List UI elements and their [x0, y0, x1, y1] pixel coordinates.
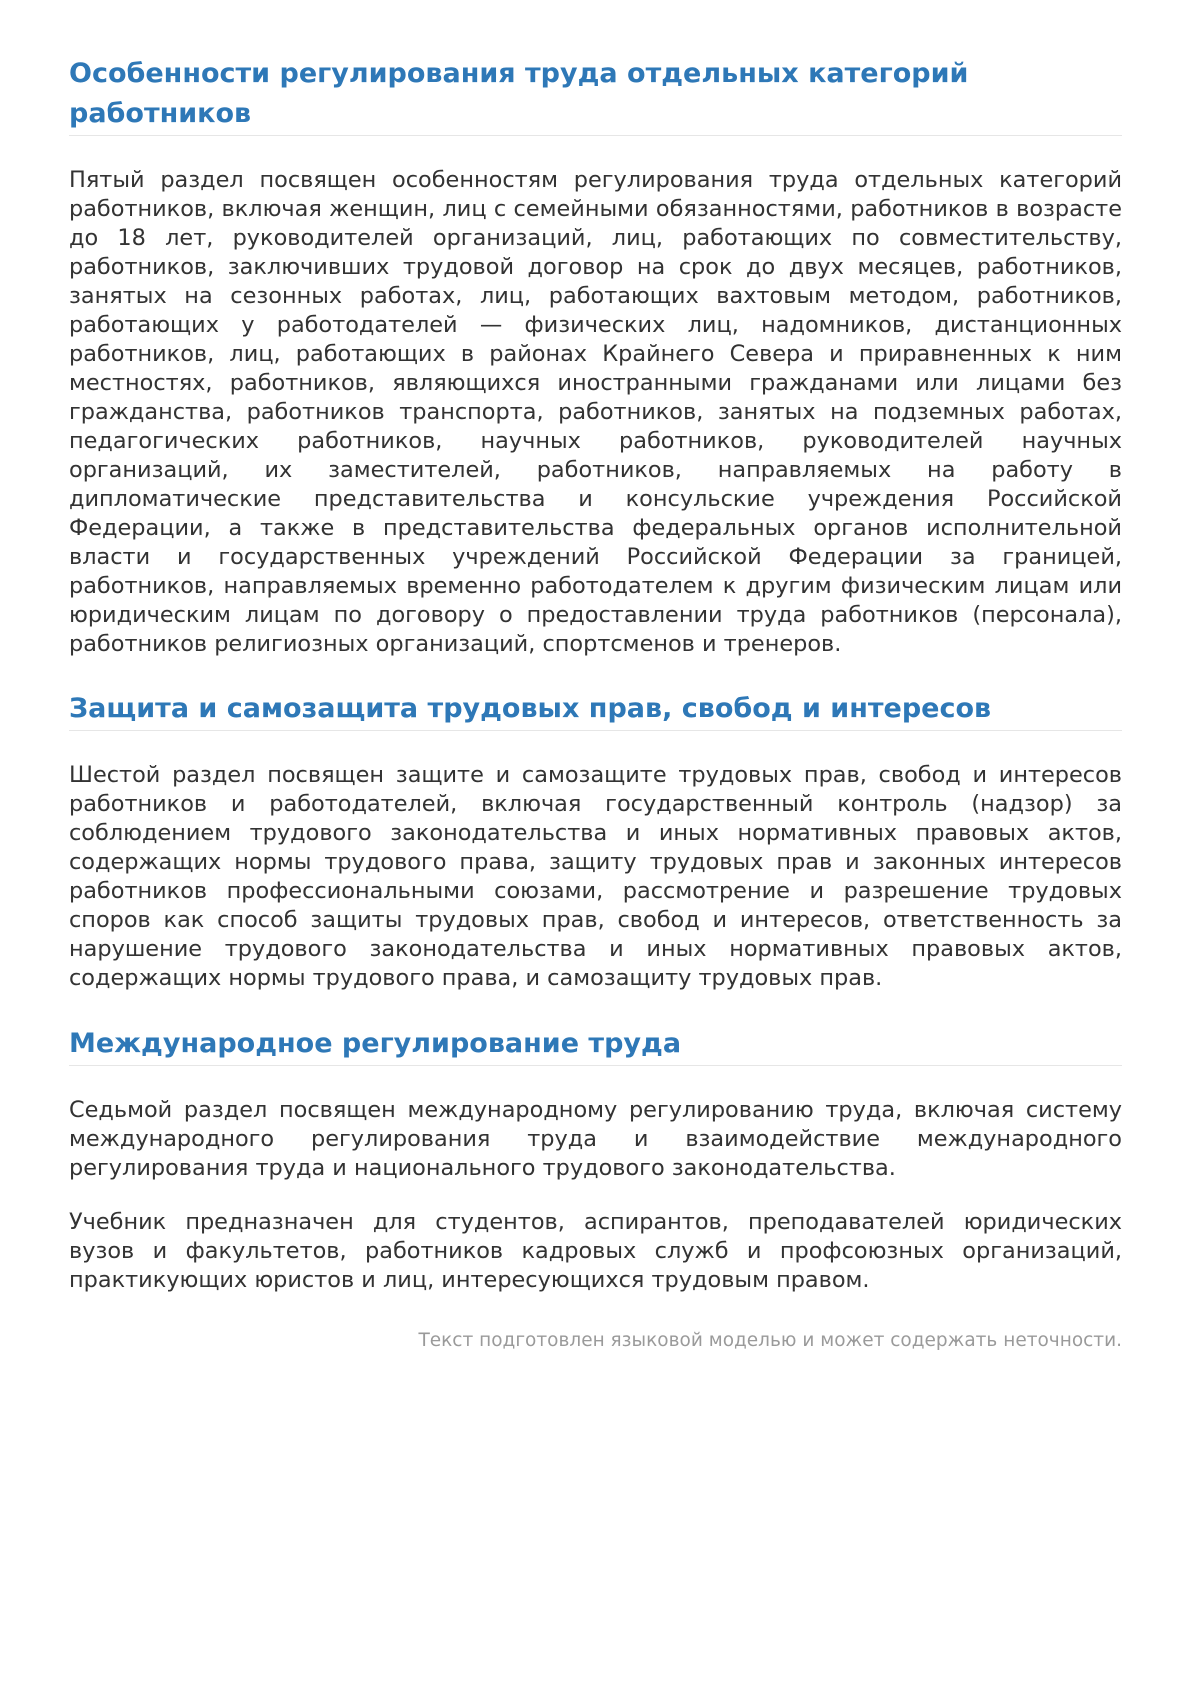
section-special-categories [69, 54, 1122, 659]
section-paragraph: Шестой раздел посвящен защите и самозащите трудовых прав, свобод и интересов работников и работодателей, включая государственный контроль (надзор) за соблюдением трудового законодательства и иных нормативных правовых актов, содержащих нормы трудового права, защиту трудовых прав и законных интересов работников профессиональными союзами, рассмотрение и разрешение трудовых споров как способ защиты трудовых прав, свобод и интересов, ответственность за нарушение трудового законодательства и иных нормативных правовых актов, содержащих нормы трудового права, и самозащиту трудовых прав. [69, 762, 1122, 991]
section-rights-protection [69, 689, 1122, 993]
section-paragraph: Седьмой раздел посвящен международному регулированию труда, включая систему международного регулирования труда и взаимодействие международного регулирования труда и национального трудового законодательства. [69, 1097, 1122, 1181]
section-title: Международное регулирование труда [69, 1024, 1122, 1066]
audience-paragraph: Учебник предназначен для студентов, аспирантов, преподавателей юридических вузов и факультетов, работников кадровых служб и профсоюзных организаций, практикующих юристов и лиц, интересующихся трудовым правом. [69, 1209, 1122, 1293]
section-title: Защита и самозащита трудовых прав, свобод и интересов [69, 689, 1122, 731]
section-paragraph: Пятый раздел посвящен особенностям регулирования труда отдельных категорий работников, включая женщин, лиц с семейными обязанностями, работников в возрасте до 18 лет, руководителей организаций, лиц, работающих по совместительству, работников, заключивших трудовой договор на срок до двух месяцев, работников, занятых на сезонных работах, лиц, работающих вахтовым методом, работников, работающих у работодателей — физических лиц, надомников, дистанционных работников, лиц, работающих в районах Крайнего Севера и приравненных к ним местностях, работников, являющихся иностранными гражданами или лицами без гражданства, работников транспорта, работников, занятых на подземных работах, педагогических работников, научных работников, руководителей научных организаций, их заместителей, работников, направляемых на работу в дипломатические представительства и консульские учреждения Российской Федерации, а также в представительства федеральных органов исполнительной власти и государственных учреждений Российской Федерации за границей, работников, направляемых временно работодателем к другим физическим лицам или юридическим лицам по договору о предоставлении труда работников (персонала), работников религиозных организаций, спортсменов и тренеров. [69, 167, 1122, 657]
section-title: Особенности регулирования труда отдельных категорий работников [69, 54, 1122, 136]
section-international-regulation [69, 1024, 1122, 1295]
ai-disclaimer: Текст подготовлен языковой моделью и может содержать неточности. [418, 1330, 1122, 1351]
